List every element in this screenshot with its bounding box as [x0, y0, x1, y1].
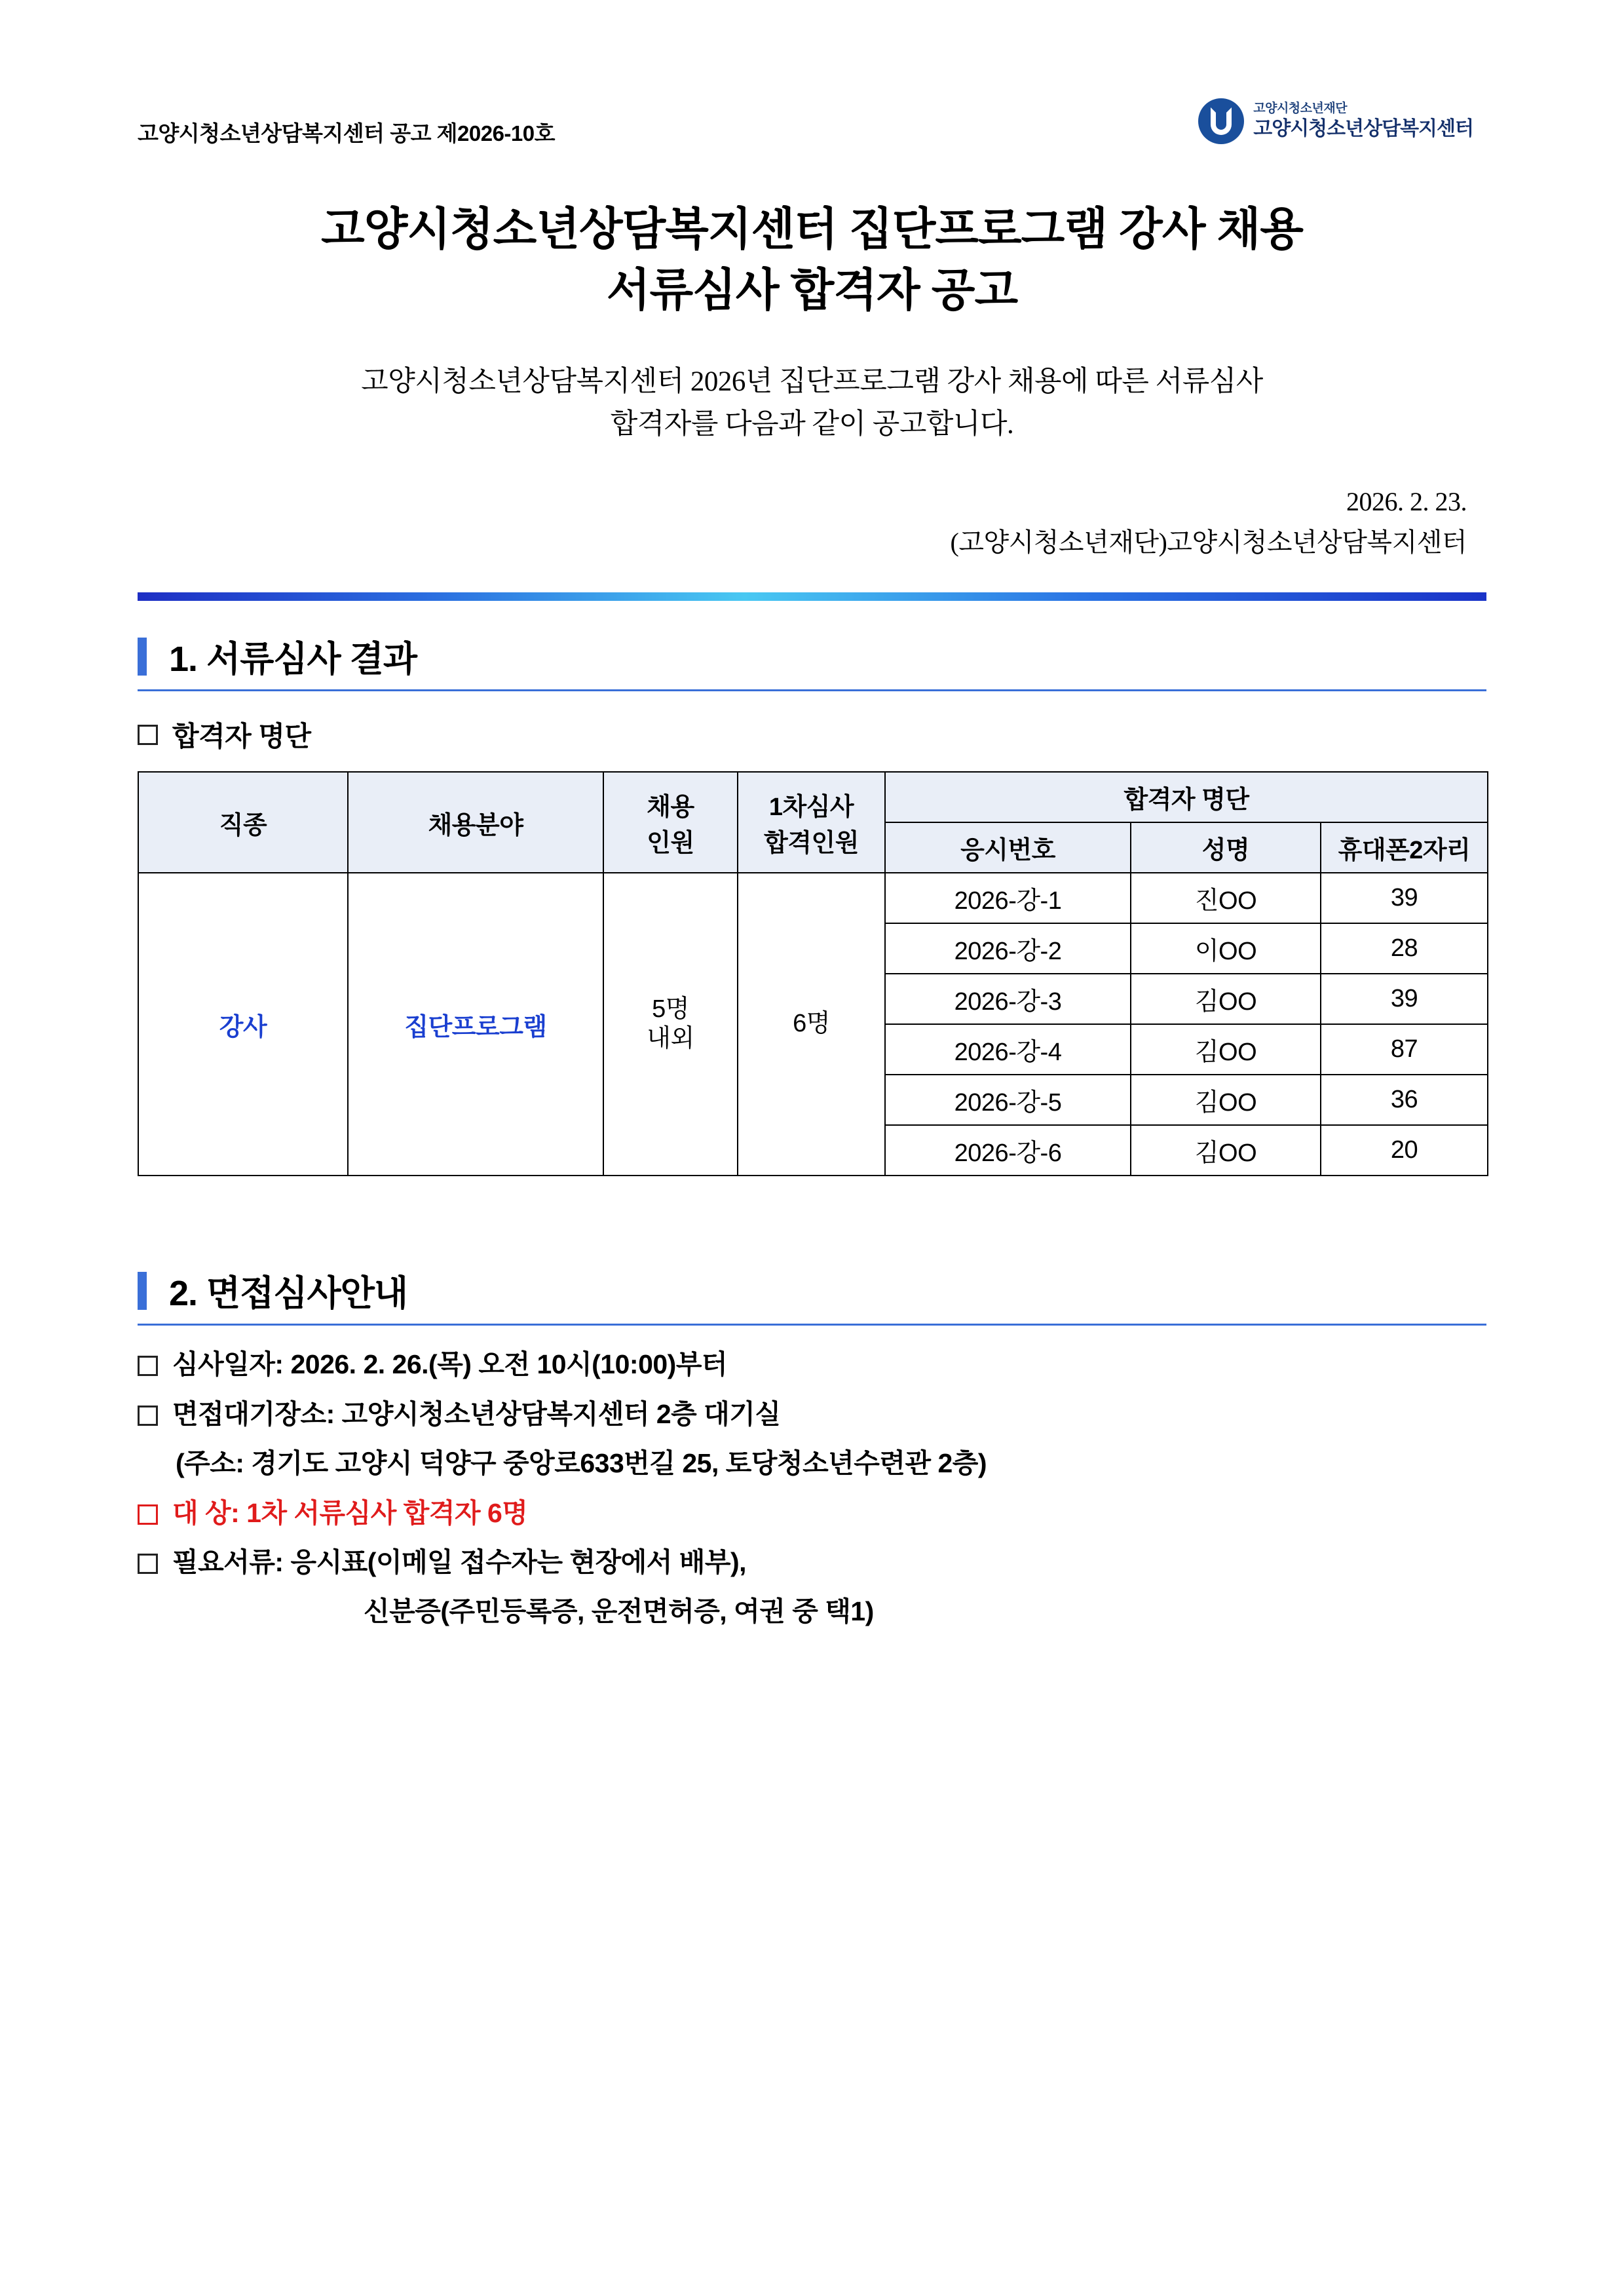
th-inwon	[603, 772, 738, 873]
section-results-header	[138, 631, 1486, 691]
section-accent-bar	[138, 638, 147, 676]
cell-applicant-no: 2026-강-2	[885, 923, 1131, 974]
organization-logo	[1198, 98, 1486, 144]
signature-block	[138, 482, 1486, 563]
cell-applicant-phone: 20	[1321, 1125, 1488, 1176]
cell-applicant-no: 2026-강-5	[885, 1075, 1131, 1125]
th-inwon-line1: 채용	[647, 794, 694, 822]
th-bunya: 채용분야	[348, 772, 603, 873]
th-first-line1: 1차심사	[768, 794, 854, 822]
page-title	[138, 199, 1486, 320]
intro-line2: 합격자를 다음과 같이 공고합니다.	[610, 408, 1014, 440]
cell-applicant-phone: 39	[1321, 974, 1488, 1024]
cell-inwon	[603, 873, 738, 1176]
notice-item-documents-label: 필요서류: 응시표(이메일 접수자는 현장에서 배부),	[172, 1547, 747, 1578]
logo-circle-icon	[1198, 98, 1244, 144]
checkbox-icon	[138, 1406, 158, 1426]
checkbox-icon	[138, 725, 158, 745]
section-accent-bar	[138, 1272, 147, 1310]
th-applicant-name: 성명	[1131, 822, 1321, 873]
cell-applicant-no: 2026-강-6	[885, 1125, 1131, 1176]
section-interview-title: 2. 면접심사안내	[169, 1274, 408, 1314]
cell-applicant-name: 김OO	[1131, 1125, 1321, 1176]
page-title-line2: 서류심사 합격자 공고	[606, 265, 1018, 316]
section-interview	[138, 1265, 1486, 1632]
cell-applicant-no: 2026-강-1	[885, 873, 1131, 923]
cell-applicant-phone: 36	[1321, 1075, 1488, 1125]
checkbox-icon	[138, 1504, 158, 1525]
results-table	[138, 771, 1488, 1176]
cell-inwon-line1: 5명	[652, 995, 689, 1023]
th-first-line2: 합격인원	[764, 830, 859, 858]
section-results	[138, 631, 1486, 1176]
document-header	[138, 0, 1486, 147]
notice-item-target	[138, 1494, 1486, 1533]
notice-item-address: (주소: 경기도 고양시 덕양구 중앙로633번길 25, 토당청소년수련관 2층)	[176, 1448, 987, 1479]
th-first-round	[738, 772, 885, 873]
section-spacer	[138, 1176, 1486, 1235]
logo-center-name: 고양시청소년상담복지센터	[1253, 118, 1473, 140]
notice-item-place	[138, 1395, 1486, 1434]
section-interview-header	[138, 1265, 1486, 1326]
notice-item-target-label: 대 상: 1차 서류심사 합격자 6명	[172, 1497, 528, 1528]
interview-notice-list	[138, 1345, 1486, 1632]
cell-applicant-name: 김OO	[1131, 1024, 1321, 1075]
document-number: 고양시청소년상담복지센터 공고 제2026-10호	[138, 121, 555, 145]
cell-applicant-name: 진OO	[1131, 873, 1321, 923]
section-results-title: 1. 서류심사 결과	[169, 640, 417, 679]
checkbox-icon	[138, 1356, 158, 1376]
th-inwon-line2: 인원	[647, 830, 694, 858]
checkbox-icon	[138, 1554, 158, 1574]
gradient-divider	[138, 592, 1486, 601]
intro-line1: 고양시청소년상담복지센터 2026년 집단프로그램 강사 채용에 따른 서류심사	[361, 366, 1263, 398]
notice-item-date	[138, 1345, 1486, 1384]
cell-applicant-phone: 28	[1321, 923, 1488, 974]
logo-foundation-name: 고양시청소년재단	[1253, 102, 1348, 116]
cell-applicant-phone: 87	[1321, 1024, 1488, 1075]
th-applicant-phone: 휴대폰2자리	[1321, 822, 1488, 873]
cell-applicant-phone: 39	[1321, 873, 1488, 923]
table-header-row-1	[138, 772, 1488, 822]
intro-paragraph	[138, 361, 1486, 446]
cell-applicant-name: 김OO	[1131, 1075, 1321, 1125]
notice-item-documents	[138, 1543, 1486, 1582]
cell-applicant-no: 2026-강-4	[885, 1024, 1131, 1075]
th-applicant-no: 응시번호	[885, 822, 1131, 873]
signature-date: 2026. 2. 23.	[1346, 487, 1467, 517]
notice-item-documents-line2: 신분증(주민등록증, 운전면허증, 여권 중 택1)	[364, 1596, 874, 1627]
signature-organization: (고양시청소년재단)고양시청소년상담복지센터	[950, 527, 1467, 558]
table-row	[138, 873, 1488, 923]
cell-applicant-name: 김OO	[1131, 974, 1321, 1024]
page-title-line1: 고양시청소년상담복지센터 집단프로그램 강사 채용	[321, 204, 1303, 254]
notice-item-date-label: 심사일자: 2026. 2. 26.(목) 오전 10시(10:00)부터	[172, 1349, 728, 1380]
cell-applicant-no: 2026-강-3	[885, 974, 1131, 1024]
notice-item-place-label: 면접대기장소: 고양시청소년상담복지센터 2층 대기실	[172, 1398, 781, 1429]
th-jikjong: 직종	[138, 772, 348, 873]
subheading-passer-list	[138, 715, 1486, 754]
cell-bunya: 집단프로그램	[348, 873, 603, 1176]
cell-applicant-name: 이OO	[1131, 923, 1321, 974]
subheading-label: 합격자 명단	[172, 721, 311, 752]
cell-jikjong: 강사	[138, 873, 348, 1176]
cell-inwon-line2: 내외	[647, 1025, 694, 1053]
th-group-passer-list: 합격자 명단	[885, 772, 1488, 822]
logo-text	[1253, 101, 1473, 141]
cell-first-count: 6명	[738, 873, 885, 1176]
